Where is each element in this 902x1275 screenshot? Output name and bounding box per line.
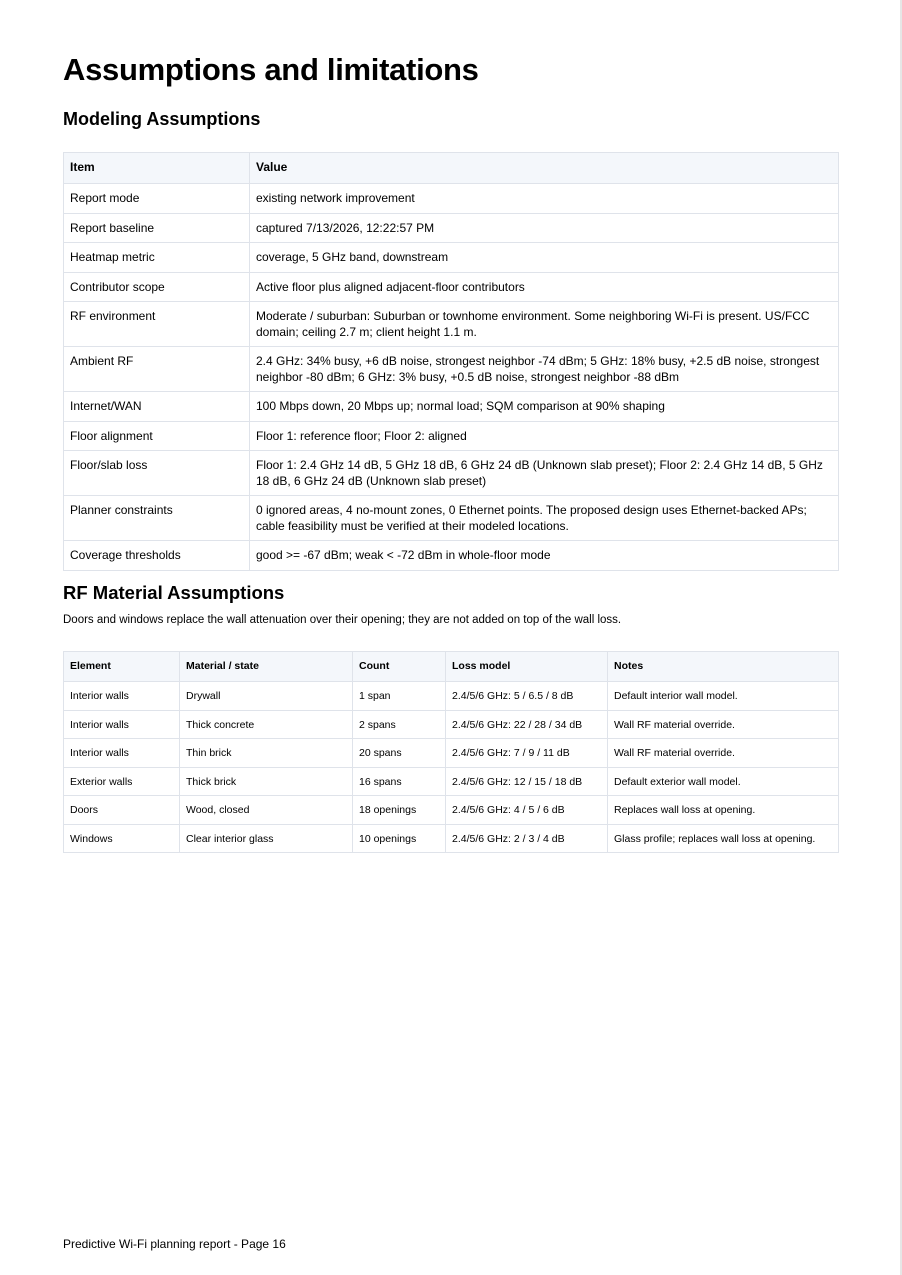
modeling-value-cell: Moderate / suburban: Suburban or townhome environment. Some neighboring Wi-Fi is present. US/FCC domain; ceiling 2.7 m; client height 1.1 m. [250, 302, 839, 347]
rf-material-cell: Thin brick [180, 739, 353, 768]
rf-row [64, 710, 839, 739]
modeling-item-cell: Floor/slab loss [64, 451, 250, 496]
rf-element-cell: Interior walls [64, 682, 180, 711]
modeling-row [64, 541, 839, 571]
modeling-row [64, 451, 839, 496]
modeling-value-cell: captured 7/13/2026, 12:22:57 PM [250, 213, 839, 243]
rf-header-row [64, 652, 839, 682]
page-title: Assumptions and limitations [63, 52, 479, 87]
modeling-row [64, 243, 839, 273]
modeling-header-row [64, 153, 839, 184]
rf-material-cell: Thick brick [180, 767, 353, 796]
rf-count-cell: 10 openings [353, 824, 446, 853]
rf-table [63, 651, 839, 853]
rf-heading: RF Material Assumptions [63, 582, 285, 603]
rf-header-count: Count [353, 652, 446, 682]
rf-row [64, 796, 839, 825]
rf-loss-model-cell: 2.4/5/6 GHz: 2 / 3 / 4 dB [446, 824, 608, 853]
modeling-value-cell: Floor 1: 2.4 GHz 14 dB, 5 GHz 18 dB, 6 GHz 24 dB (Unknown slab preset); Floor 2: 2.4 GHz 14 dB, 5 GHz 18 dB, 6 GHz 24 dB (Unknown slab preset) [250, 451, 839, 496]
rf-header-loss-model: Loss model [446, 652, 608, 682]
rf-element-cell: Doors [64, 796, 180, 825]
modeling-item-cell: RF environment [64, 302, 250, 347]
page-footer: Predictive Wi-Fi planning report - Page 16 [63, 1237, 286, 1251]
rf-header-element: Element [64, 652, 180, 682]
rf-row [64, 824, 839, 853]
rf-intro: Doors and windows replace the wall attenuation over their opening; they are not added on top of the wall loss. [63, 614, 622, 626]
modeling-item-cell: Planner constraints [64, 496, 250, 541]
modeling-value-cell: 2.4 GHz: 34% busy, +6 dB noise, strongest neighbor -74 dBm; 5 GHz: 18% busy, +2.5 dB noise, strongest neighbor -80 dBm; 6 GHz: 3% busy, +0.5 dB noise, strongest neighbor -88 dBm [250, 347, 839, 392]
rf-notes-cell: Replaces wall loss at opening. [608, 796, 839, 825]
rf-element-cell: Interior walls [64, 710, 180, 739]
modeling-row [64, 392, 839, 422]
modeling-header-value: Value [250, 153, 839, 184]
rf-loss-model-cell: 2.4/5/6 GHz: 4 / 5 / 6 dB [446, 796, 608, 825]
rf-loss-model-cell: 2.4/5/6 GHz: 12 / 15 / 18 dB [446, 767, 608, 796]
modeling-row [64, 213, 839, 243]
modeling-value-cell: 0 ignored areas, 4 no-mount zones, 0 Ethernet points. The proposed design uses Ethernet-backed APs; cable feasibility must be verified at their modeled locations. [250, 496, 839, 541]
rf-loss-model-cell: 2.4/5/6 GHz: 5 / 6.5 / 8 dB [446, 682, 608, 711]
modeling-row [64, 302, 839, 347]
rf-row [64, 682, 839, 711]
rf-notes-cell: Default exterior wall model. [608, 767, 839, 796]
modeling-item-cell: Heatmap metric [64, 243, 250, 273]
rf-count-cell: 16 spans [353, 767, 446, 796]
modeling-item-cell: Floor alignment [64, 421, 250, 451]
rf-material-cell: Drywall [180, 682, 353, 711]
modeling-header-item: Item [64, 153, 250, 184]
rf-notes-cell: Glass profile; replaces wall loss at opening. [608, 824, 839, 853]
rf-count-cell: 1 span [353, 682, 446, 711]
rf-notes-cell: Wall RF material override. [608, 710, 839, 739]
rf-loss-model-cell: 2.4/5/6 GHz: 7 / 9 / 11 dB [446, 739, 608, 768]
modeling-row [64, 184, 839, 214]
modeling-value-cell: Floor 1: reference floor; Floor 2: aligned [250, 421, 839, 451]
modeling-value-cell: good >= -67 dBm; weak < -72 dBm in whole-floor mode [250, 541, 839, 571]
modeling-row [64, 272, 839, 302]
rf-row [64, 767, 839, 796]
modeling-value-cell: existing network improvement [250, 184, 839, 214]
rf-element-cell: Windows [64, 824, 180, 853]
rf-element-cell: Exterior walls [64, 767, 180, 796]
rf-count-cell: 20 spans [353, 739, 446, 768]
modeling-item-cell: Report baseline [64, 213, 250, 243]
modeling-row [64, 496, 839, 541]
modeling-heading: Modeling Assumptions [63, 109, 261, 129]
rf-header-material: Material / state [180, 652, 353, 682]
rf-material-cell: Wood, closed [180, 796, 353, 825]
modeling-value-cell: Active floor plus aligned adjacent-floor contributors [250, 272, 839, 302]
rf-notes-cell: Default interior wall model. [608, 682, 839, 711]
modeling-item-cell: Ambient RF [64, 347, 250, 392]
rf-element-cell: Interior walls [64, 739, 180, 768]
rf-notes-cell: Wall RF material override. [608, 739, 839, 768]
modeling-table [63, 152, 839, 571]
modeling-value-cell: coverage, 5 GHz band, downstream [250, 243, 839, 273]
modeling-item-cell: Contributor scope [64, 272, 250, 302]
modeling-row [64, 421, 839, 451]
rf-table-body [64, 682, 839, 853]
rf-material-cell: Thick concrete [180, 710, 353, 739]
rf-material-cell: Clear interior glass [180, 824, 353, 853]
modeling-table-body [64, 184, 839, 571]
modeling-item-cell: Report mode [64, 184, 250, 214]
rf-header-notes: Notes [608, 652, 839, 682]
modeling-item-cell: Internet/WAN [64, 392, 250, 422]
modeling-row [64, 347, 839, 392]
rf-count-cell: 2 spans [353, 710, 446, 739]
rf-row [64, 739, 839, 768]
modeling-value-cell: 100 Mbps down, 20 Mbps up; normal load; SQM comparison at 90% shaping [250, 392, 839, 422]
rf-loss-model-cell: 2.4/5/6 GHz: 22 / 28 / 34 dB [446, 710, 608, 739]
modeling-item-cell: Coverage thresholds [64, 541, 250, 571]
rf-count-cell: 18 openings [353, 796, 446, 825]
